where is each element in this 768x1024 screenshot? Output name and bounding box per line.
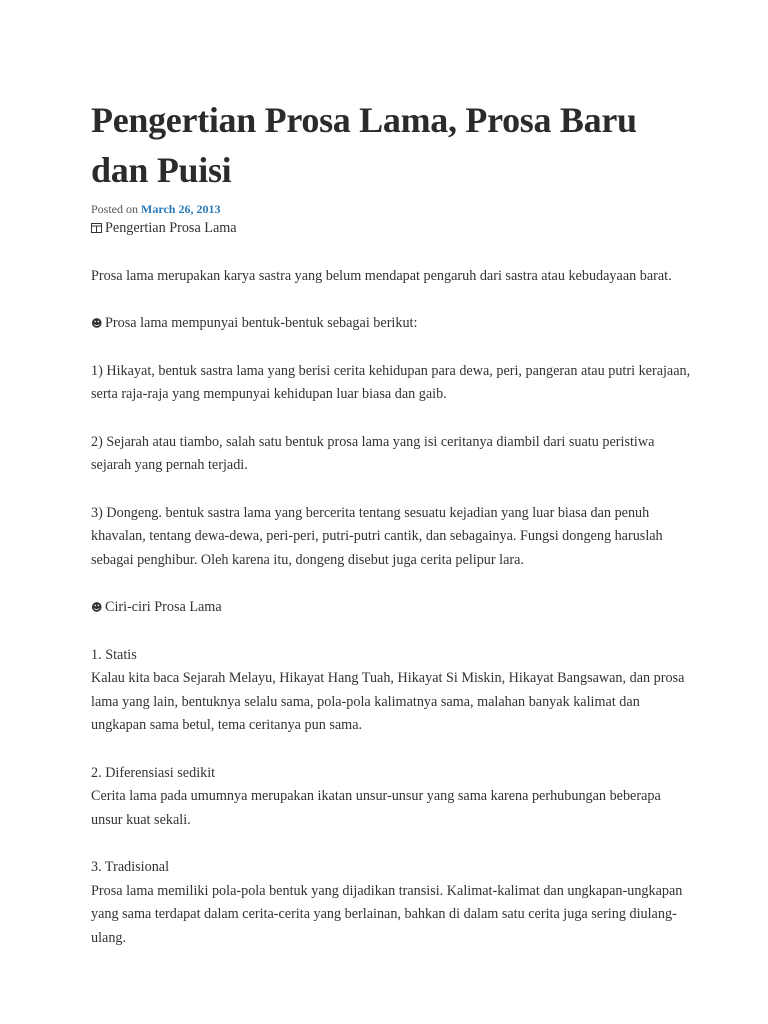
- list-item: 1) Hikayat, bentuk sastra lama yang berisi cerita kehidupan para dewa, peri, pangeran atau putri kerajaan, serta raja-raja yang mempunyai kehidupan luar biasa dan gaib.: [91, 362, 691, 402]
- posted-label: Posted on: [91, 202, 139, 216]
- section-heading-text: Pengertian Prosa Lama: [105, 220, 237, 236]
- bullet-line: [91, 596, 691, 620]
- smiley-icon: ☻: [91, 601, 103, 614]
- section-heading: [91, 217, 691, 241]
- list-item: Kalau kita baca Sejarah Melayu, Hikayat Hang Tuah, Hikayat Si Miskin, Hikayat Bangsawan, dan prosa lama yang lain, bentuknya selalu sama, pola-pola kalimatnya sama, malahan banyak kalimat dan ungkapan sama betul, tema ceritanya pun sama.: [91, 670, 685, 733]
- smiley-icon: ☻: [91, 317, 103, 330]
- window-icon: [91, 217, 105, 241]
- list-item-title: 3. Tradisional: [91, 859, 170, 875]
- post-meta: [91, 201, 691, 217]
- page-title: Pengertian Prosa Lama, Prosa Baru dan Puisi: [91, 100, 637, 190]
- bullet-text: Ciri-ciri Prosa Lama: [105, 599, 222, 615]
- list-item-title: 2. Diferensiasi sedikit: [91, 764, 216, 781]
- bullet-line: [91, 312, 691, 336]
- paragraph-intro: Prosa lama merupakan karya sastra yang belum mendapat pengaruh dari sastra atau kebudayaan barat.: [91, 267, 672, 284]
- list-item: Cerita lama pada umumnya merupakan ikatan unsur-unsur yang sama karena perhubungan beberapa unsur kuat sekali.: [91, 788, 661, 828]
- article: [91, 95, 691, 950]
- post-date-link[interactable]: March 26, 2013: [141, 202, 221, 216]
- list-item: Prosa lama memiliki pola-pola bentuk yang dijadikan transisi. Kalimat-kalimat dan ungkapan-ungkapan yang sama terdapat dalam cerita-cerita yang berlainan, bahkan di dalam satu cerita juga sering diulang-ulang.: [91, 882, 683, 946]
- list-item-title: 1. Statis: [91, 646, 137, 663]
- bullet-text: Prosa lama mempunyai bentuk-bentuk sebagai berikut:: [105, 315, 418, 331]
- list-item: 2) Sejarah atau tiambo, salah satu bentuk prosa lama yang isi ceritanya diambil dari suatu peristiwa sejarah yang pernah terjadi.: [91, 433, 655, 473]
- article-content: [91, 217, 691, 950]
- list-item: 3) Dongeng. bentuk sastra lama yang bercerita tentang sesuatu kejadian yang luar biasa dan penuh khavalan, tentang dewa-dewa, peri-peri, putri-putri cantik, dan sebagainya. Fungsi dongeng haruslah sebagai penghibur. Oleh karena itu, dongeng disebut juga cerita pelipur lara.: [91, 504, 663, 568]
